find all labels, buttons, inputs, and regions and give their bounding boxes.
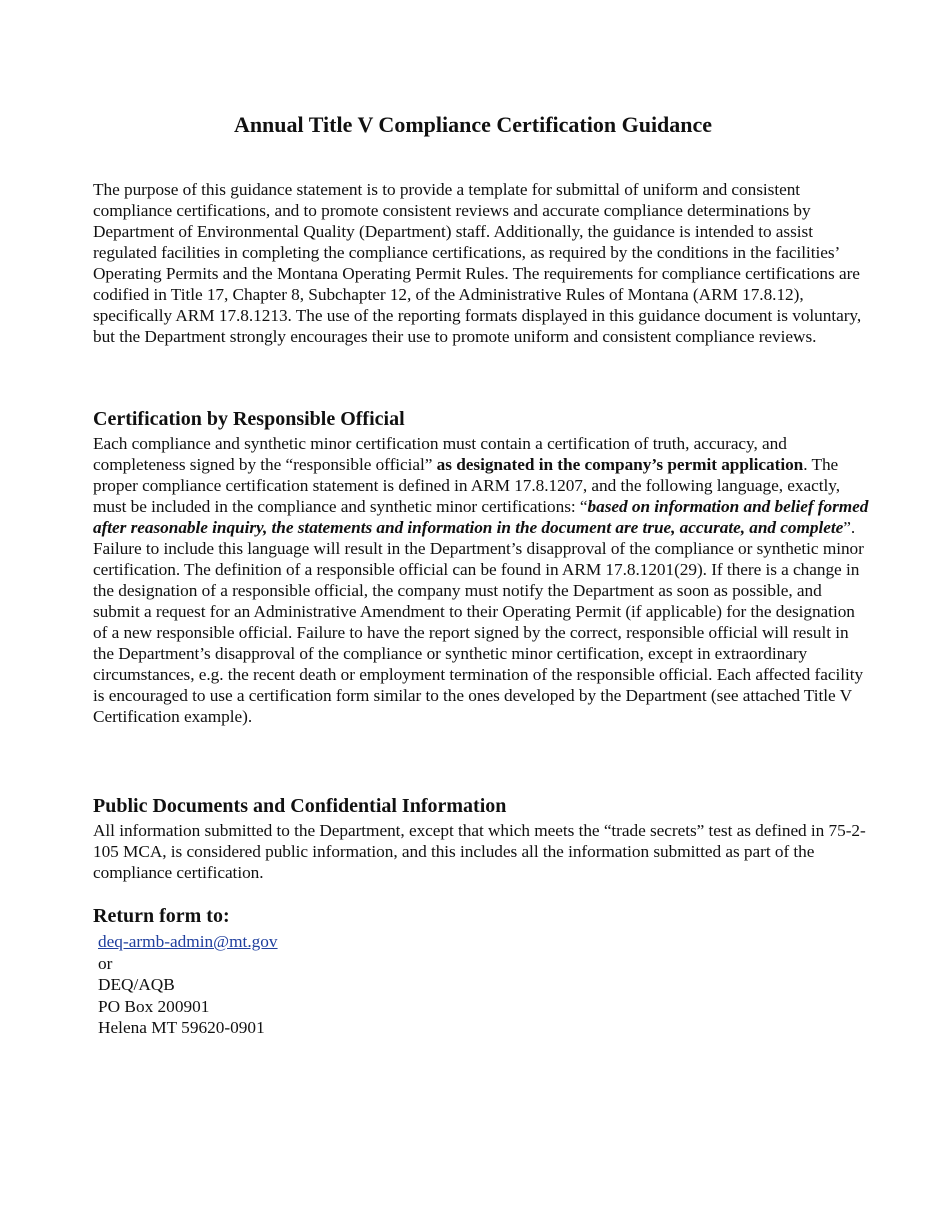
certification-text-a: Each compliance and synthetic minor certification must contain a certification of truth, accuracy, and completeness signed by the “responsible official”: [93, 434, 787, 474]
section-heading-certification: Certification by Responsible Official: [93, 408, 405, 430]
city-line: Helena MT 59620-0901: [98, 1018, 265, 1038]
return-contact-block: [98, 931, 498, 1039]
certification-text-c: . The proper compliance certification statement is defined in ARM 17.8.1207, and the following language, exactly, must be included in the compliance and synthetic minor certifications: “: [93, 455, 840, 516]
certification-paragraph: [93, 433, 871, 727]
or-text: or: [98, 953, 113, 973]
certification-text-e: ”. Failure to include this language will result in the Department’s disapproval of the compliance or synthetic minor certification. The definition of a responsible official can be found in ARM 17.8.1201(29). If there is a change in the designation of a responsible official, the company must notify the Department as soon as possible, and submit a request for an Administrative Amendment to their Operating Permit (if applicable) for the designation of a new responsible official. Failure to have the report signed by the correct, responsible official will result in the Department’s disapproval of the compliance or synthetic minor certification, except in extraordinary circumstances, e.g. the recent death or employment termination of the responsible official. Each affected facility is encouraged to use a certification form similar to the ones developed by the Department (see attached Title V Certification example).: [93, 518, 864, 726]
section-heading-public-documents: Public Documents and Confidential Information: [93, 795, 507, 817]
certification-emphasis: as designated in the company’s permit application: [436, 455, 804, 474]
document-title: Annual Title V Compliance Certification Guidance: [233, 112, 713, 137]
intro-paragraph: The purpose of this guidance statement is to provide a template for submittal of uniform and consistent compliance certifications, and to promote consistent reviews and accurate compliance determinations by Department of Environmental Quality (Department) staff. Additionally, the guidance is intended to assist regulated facilities in completing the compliance certifications, as required by the conditions in the facilities’ Operating Permits and the Montana Operating Permit Rules. The requirements for compliance certifications are codified in Title 17, Chapter 8, Subchapter 12, of the Administrative Rules of Montana (ARM 17.8.12), specifically ARM 17.8.1213. The use of the reporting formats displayed in this guidance document is voluntary, but the Department strongly encourages their use to promote uniform and consistent compliance reviews.: [93, 180, 862, 346]
po-box: PO Box 200901: [98, 996, 210, 1016]
public-documents-paragraph: All information submitted to the Department, except that which meets the “trade secrets” test as defined in 75-2-105 MCA, is considered public information, and this includes all the information submitted as part of the compliance certification.: [93, 821, 866, 882]
certification-statement-quote: based on information and belief formed after reasonable inquiry, the statements and information in the document are true, accurate, and complete: [93, 497, 869, 537]
email-link[interactable]: deq-armb-admin@mt.gov: [98, 932, 278, 951]
return-form-heading: Return form to:: [93, 905, 230, 927]
org-name: DEQ/AQB: [98, 975, 175, 995]
